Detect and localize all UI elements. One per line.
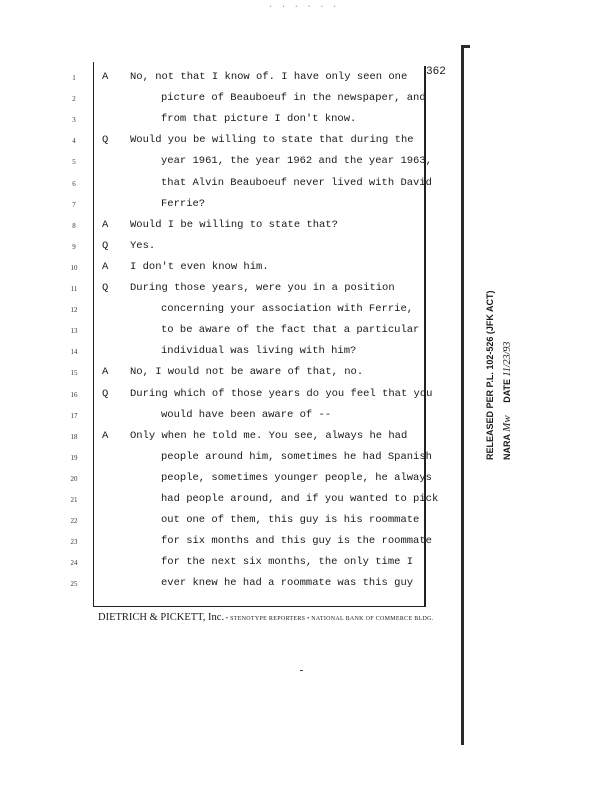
line-number: 23 xyxy=(70,538,78,547)
transcript-line xyxy=(0,323,430,343)
line-text: During those years, were you in a position xyxy=(130,282,395,294)
release-stamp-nara-line xyxy=(501,260,513,460)
footer-address: NATIONAL BANK OF COMMERCE BLDG. xyxy=(311,616,434,622)
line-text: that Alvin Beauboeuf never lived with David xyxy=(161,176,432,189)
transcript-line xyxy=(0,154,430,174)
line-number: 7 xyxy=(72,200,76,209)
line-text: During which of those years do you feel that you xyxy=(130,387,433,400)
speaker-label: Q xyxy=(102,134,109,147)
line-number: 15 xyxy=(70,369,78,378)
line-number: 19 xyxy=(70,453,78,462)
header-smudge: · · · · · · xyxy=(268,2,339,12)
line-number: 2 xyxy=(72,95,76,104)
line-text: No, I would not be aware of that, no. xyxy=(130,366,364,379)
speaker-label: A xyxy=(102,218,109,231)
footer-reporters: STENOTYPE REPORTERS xyxy=(230,616,306,622)
transcript-line xyxy=(0,218,430,238)
line-text: Only when he told me. You see, always he had xyxy=(130,429,408,442)
transcript-line xyxy=(0,112,430,132)
speaker-label: Q xyxy=(102,282,109,294)
footer-firm: DIETRICH & PICKETT, Inc. xyxy=(98,612,225,623)
line-number: 1 xyxy=(72,74,76,82)
line-text: out one of them, this guy is his roommate xyxy=(161,514,420,527)
line-text: Would you be willing to state that during the xyxy=(130,134,414,147)
line-number: 8 xyxy=(72,221,76,230)
speaker-label: Q xyxy=(102,387,109,400)
binder-edge xyxy=(461,45,464,745)
binder-strip xyxy=(461,45,464,745)
footer-separator: • xyxy=(305,616,312,622)
transcript-line xyxy=(0,344,430,364)
line-text: Would I be willing to state that? xyxy=(130,218,338,231)
line-text: I don't even know him. xyxy=(130,260,269,273)
line-number: 14 xyxy=(70,348,78,357)
line-text: had people around, and if you wanted to pick xyxy=(161,493,439,505)
line-text: year 1961, the year 1962 and the year 1963, xyxy=(161,155,432,168)
transcript-line xyxy=(0,91,430,111)
binder-hook xyxy=(461,45,470,48)
line-number: 22 xyxy=(70,517,78,526)
transcript-line xyxy=(0,534,430,554)
line-number: 6 xyxy=(72,179,76,188)
line-text: No, not that I know of. I have only seen one xyxy=(130,71,408,83)
line-number: 9 xyxy=(72,242,76,251)
transcript-line xyxy=(0,450,430,470)
transcript-line xyxy=(0,70,430,90)
nara-label: NARA xyxy=(502,434,512,460)
line-text: would have been aware of -- xyxy=(161,408,332,421)
line-number: 24 xyxy=(70,559,78,568)
line-number: 17 xyxy=(70,411,78,420)
transcript-line xyxy=(0,239,430,259)
line-number: 12 xyxy=(70,306,78,315)
release-stamp-text: RELEASED PER P.L. 102-526 (JFK ACT) xyxy=(485,290,495,460)
transcript-line xyxy=(0,281,430,301)
line-number: 21 xyxy=(70,496,78,504)
line-number: 3 xyxy=(72,116,76,125)
line-number: 18 xyxy=(70,432,78,441)
transcript-line xyxy=(0,176,430,196)
transcript-line xyxy=(0,133,430,153)
line-text: for the next six months, the only time I xyxy=(161,556,414,569)
line-number: 5 xyxy=(72,158,76,167)
speaker-label: A xyxy=(102,71,109,83)
bottom-rule xyxy=(93,606,426,607)
stray-mark xyxy=(300,670,303,671)
line-text: Ferrie? xyxy=(161,197,206,210)
page-number: 362 xyxy=(426,66,446,78)
line-text: individual was living with him? xyxy=(161,345,357,358)
footer-separator: • xyxy=(224,616,231,622)
transcript-line xyxy=(0,197,430,217)
transcript-line xyxy=(0,302,430,322)
transcript-line xyxy=(0,260,430,280)
release-stamp xyxy=(483,260,523,460)
transcript-line xyxy=(0,429,430,449)
line-text: from that picture I don't know. xyxy=(161,113,357,126)
line-text: to be aware of the fact that a particular xyxy=(161,324,420,337)
line-number: 11 xyxy=(70,285,78,293)
line-text: concerning your association with Ferrie, xyxy=(161,303,414,316)
line-number: 16 xyxy=(70,390,78,399)
line-text: people around him, sometimes he had Spanish xyxy=(161,450,432,463)
speaker-label: A xyxy=(102,429,109,442)
line-text: ever knew he had a roommate was this guy xyxy=(161,577,414,590)
speaker-label: A xyxy=(102,260,109,273)
line-text: for six months and this guy is the roommate xyxy=(161,535,432,548)
transcript-line xyxy=(0,471,430,491)
line-number: 20 xyxy=(70,474,78,483)
nara-signature: Mw xyxy=(501,415,513,432)
speaker-label: A xyxy=(102,366,109,379)
transcript-line xyxy=(0,513,430,533)
date-value: 11/23/93 xyxy=(502,341,513,377)
transcript-line xyxy=(0,387,433,407)
date-label: DATE xyxy=(502,378,512,403)
line-number: 4 xyxy=(72,137,76,146)
line-text: Yes. xyxy=(130,239,156,252)
speaker-label: Q xyxy=(102,239,109,252)
line-number: 13 xyxy=(70,327,78,336)
transcript-line xyxy=(0,365,430,385)
line-text: picture of Beauboeuf in the newspaper, and xyxy=(161,92,426,105)
line-number: 25 xyxy=(70,580,78,589)
transcript-line xyxy=(0,492,439,512)
line-number: 10 xyxy=(70,263,78,272)
line-text: people, sometimes younger people, he always xyxy=(161,471,432,484)
reporter-footer xyxy=(98,612,434,623)
transcript-line xyxy=(0,408,430,428)
transcript-line xyxy=(0,555,430,575)
transcript-line xyxy=(0,576,430,596)
